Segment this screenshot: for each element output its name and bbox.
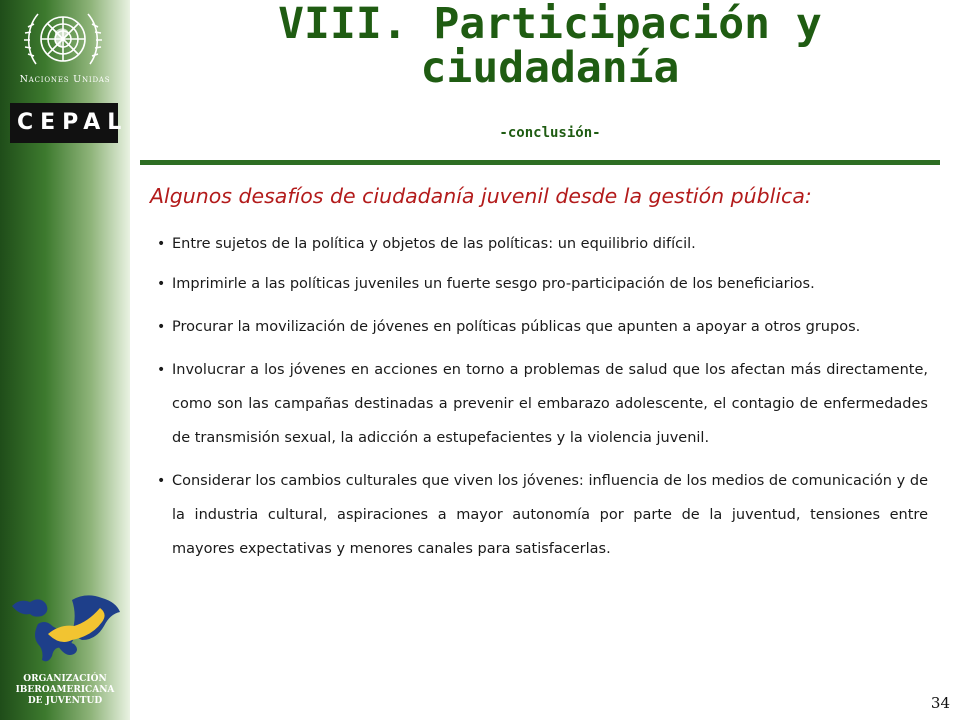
bullet-item xyxy=(158,267,928,301)
section-heading: Algunos desafíos de ciudadanía juvenil desde la gestión pública: xyxy=(150,184,812,208)
cepal-logo: CEPAL xyxy=(10,103,118,143)
bullet-item xyxy=(158,464,928,566)
oij-map-icon xyxy=(8,590,123,670)
page-number: 34 xyxy=(930,694,950,712)
bullet-text: Imprimirle a las políticas juveniles un fuerte sesgo pro-participación de los beneficiarios. xyxy=(172,276,815,292)
un-label: Naciones Unidas xyxy=(19,74,111,85)
bullet-item xyxy=(158,353,928,455)
bullet-text: Considerar los cambios culturales que viven los jóvenes: influencia de los medios de comunicación y de la industria cultural, aspiraciones a mayor autonomía por parte de la juventud, tensiones entre mayores expectativas y menores canales para satisfacerlas. xyxy=(172,473,928,557)
oij-label-line: DE JUVENTUD xyxy=(27,696,103,706)
bullet-icon: • xyxy=(157,473,166,489)
bullet-icon: • xyxy=(157,362,166,378)
bullet-icon: • xyxy=(157,236,166,252)
bullet-text: Procurar la movilización de jóvenes en políticas públicas que apunten a apoyar a otros grupos. xyxy=(172,319,861,335)
bullet-icon: • xyxy=(157,319,166,335)
slide-title-line: ciudadanía xyxy=(420,43,680,93)
slide-title xyxy=(140,0,960,93)
un-emblem-icon xyxy=(22,6,104,72)
title-divider xyxy=(140,160,940,165)
oij-label-line: IBEROAMERICANA xyxy=(15,685,115,695)
bullet-text: Entre sujetos de la política y objetos de las políticas: un equilibrio difícil. xyxy=(172,236,696,252)
bullet-item xyxy=(158,310,928,344)
bullet-text: Involucrar a los jóvenes en acciones en torno a problemas de salud que los afectan más directamente, como son las campañas destinadas a prevenir el embarazo adolescente, el contagio de enfermedades de transmisión sexual, la adicción a estupefacientes y la violencia juvenil. xyxy=(172,362,928,446)
slide-subtitle: -conclusión- xyxy=(499,125,601,141)
bullet-item xyxy=(158,233,928,255)
bullet-icon: • xyxy=(157,276,166,292)
oij-label xyxy=(0,674,130,707)
bullet-list xyxy=(158,233,928,575)
sidebar xyxy=(0,0,130,720)
slide-title-line: VIII. Participación y xyxy=(278,0,822,49)
oij-label-line: ORGANIZACIÓN xyxy=(23,674,107,684)
